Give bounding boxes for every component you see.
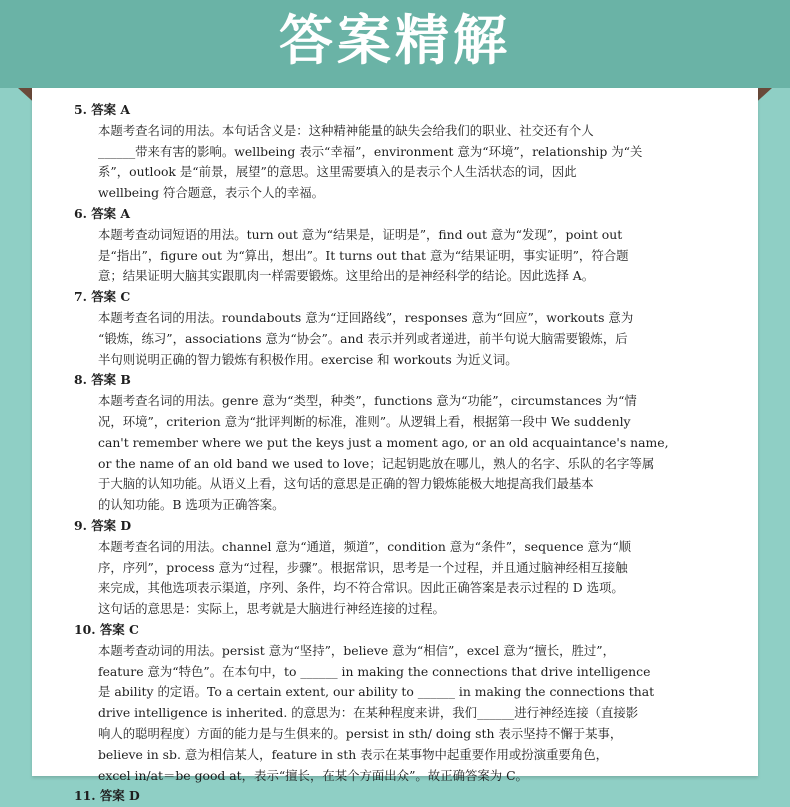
answer-heading: 8. 答案 B [74, 372, 131, 388]
explanation-line: 于大脑的认知功能。从语义上看，这句话的意思是正确的智力锻炼能极大地提高我们最基本 [98, 476, 594, 492]
explanation-line: can't remember where we put the keys just a moment ago, or an old acquaintance's name, [98, 434, 669, 450]
explanation-line: 本题考查动词的用法。persist 意为“坚持”，believe 意为“相信”，excel 意为“擅长，胜过”， [98, 642, 616, 658]
explanation-line: 来完成，其他选项表示渠道，序列、条件，均不符合常识。因此正确答案是表示过程的 D 选项。 [98, 580, 624, 596]
explanation-line: 本题考查名词的用法。channel 意为“通道，频道”，condition 意为“条件”，sequence 意为“顺 [98, 538, 632, 554]
explanation-line: or the name of an old band we used to love；记起钥匙放在哪儿，熟人的名字、乐队的名字等属 [98, 455, 655, 471]
explanation-line: excel in/at＝be good at，表示“擅长，在某个方面出众”。故正确答案为 C。 [98, 767, 528, 783]
explanation-line: 系”，outlook 是“前景，展望”的意思。这里需要填入的是表示个人生活状态的词，因此 [98, 164, 577, 180]
explanation-line: 本题考查名词的用法。roundabouts 意为“迂回路线”，responses 意为“回应”，workouts 意为 [98, 309, 634, 325]
explanation-line: 本题考查动词短语的用法。turn out 意为“结果是，证明是”，find out 意为“发现”，point out [98, 226, 623, 242]
answer-heading: 7. 答案 C [74, 289, 131, 305]
answer-explanation [74, 537, 699, 620]
answer-explanation [74, 391, 699, 516]
explanation-line: 响人的聪明程度）方面的能力是与生俱来的。persist in sth/ doing sth 表示坚持不懈于某事， [98, 725, 623, 741]
explanation-line: 况，环境”，criterion 意为“批评判断的标准，准则”。从逻辑上看，根据第一段中 We suddenly [98, 413, 631, 429]
title-banner [0, 0, 790, 88]
answer-item [74, 287, 699, 370]
answer-explanation [74, 121, 699, 204]
answer-item [74, 204, 699, 287]
answer-item [74, 516, 699, 620]
explanation-line: 意；结果证明大脑其实跟肌肉一样需要锻炼。这里给出的是神经科学的结论。因此选择 A。 [98, 268, 595, 284]
explanation-line: 本题考查名词的用法。本句话含义是：这种精神能量的缺失会给我们的职业、社交还有个人 [98, 122, 594, 138]
explanation-line: 半句则说明正确的智力锻炼有积极作用。exercise 和 workouts 为近义词。 [98, 351, 518, 367]
banner-title: 答案精解 [279, 9, 511, 72]
explanation-line: 序，序列”，process 意为“过程，步骤”。根据常识，思考是一个过程，并且通过脑神经相互接触 [98, 559, 628, 575]
explanation-line: feature 意为“特色”。在本句中，to ______ in making the connections that drive intelligence [98, 663, 651, 679]
explanation-line: drive intelligence is inherited. 的意思为：在某种程度来讲，我们______进行神经连接（直接影 [98, 705, 639, 721]
explanation-line: believe in sb. 意为相信某人，feature in sth 表示在某事物中起重要作用或扮演重要角色， [98, 746, 608, 762]
explanation-line: ______带来有害的影响。wellbeing 表示“幸福”，environment 意为“环境”，relationship 为“关 [98, 143, 643, 159]
answer-heading: 11. 答案 D [74, 788, 140, 804]
explanation-line: 的认知功能。B 选项为正确答案。 [98, 497, 285, 513]
explanation-line: 是“指出”，figure out 为“算出，想出”。It turns out that 意为“结果证明，事实证明”，符合题 [98, 247, 629, 263]
explanation-line: wellbeing 符合题意，表示个人的幸福。 [98, 185, 325, 201]
explanation-line: 这句话的意思是：实际上，思考就是大脑进行神经连接的过程。 [98, 601, 445, 617]
answer-item [74, 786, 699, 807]
explanation-line: “锻炼，练习”，associations 意为“协会”。and 表示并列或者递进，前半句说大脑需要锻炼，后 [98, 330, 628, 346]
answer-item [74, 370, 699, 516]
answer-explanation [74, 225, 699, 287]
answer-item [74, 100, 699, 204]
answer-item [74, 620, 699, 786]
explanation-line: 是 ability 的定语。To a certain extent, our ability to ______ in making the connections that [98, 684, 655, 700]
answer-explanation [74, 308, 699, 370]
answer-heading: 9. 答案 D [74, 517, 132, 533]
answer-heading: 5. 答案 A [74, 102, 130, 117]
answer-heading: 6. 答案 A [74, 205, 130, 221]
explanation-line: 本题考查名词的用法。genre 意为“类型，种类”，functions 意为“功能”，circumstances 为“情 [98, 393, 637, 409]
answer-heading: 10. 答案 C [74, 621, 139, 637]
answer-explanation [74, 641, 699, 787]
answer-list [74, 100, 699, 807]
